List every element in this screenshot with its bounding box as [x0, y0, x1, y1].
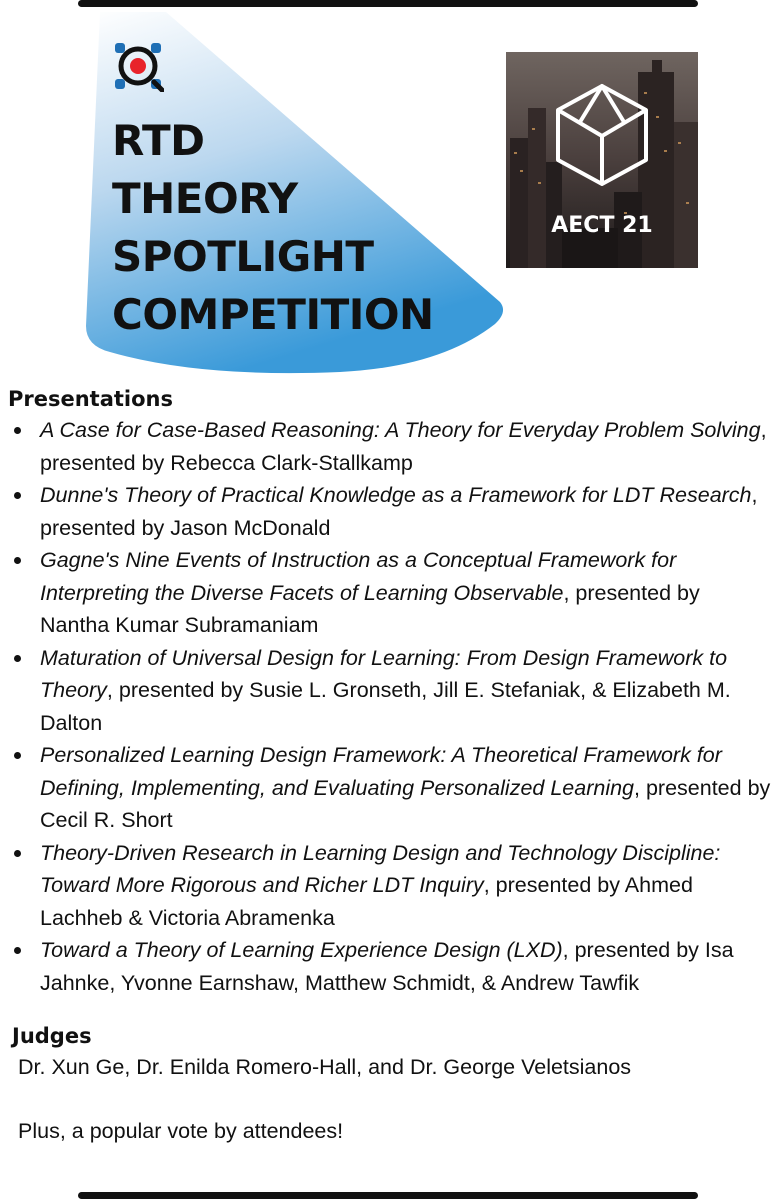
list-item — [0, 544, 776, 642]
top-rule — [78, 0, 698, 7]
title-line-3: SPOTLIGHT — [112, 232, 374, 281]
main-content — [0, 384, 776, 1147]
presenters: , presented by Jason McDonald — [40, 483, 758, 540]
presentation-title: Personalized Learning Design Framework: A Theoretical Framework for Defining, Implementing, and Evaluating Personalized Learning — [40, 743, 722, 800]
title-line-1: RTD — [112, 116, 205, 165]
list-item — [0, 414, 776, 479]
judges-heading: Judges — [12, 1024, 92, 1048]
bottom-rule — [78, 1192, 698, 1199]
presenters: , presented by Susie L. Gronseth, Jill E. Stefaniak, & Elizabeth M. Dalton — [40, 678, 731, 735]
presenters: , presented by Ahmed Lachheb & Victoria Abramenka — [40, 873, 693, 930]
list-item — [0, 739, 776, 837]
list-item — [0, 642, 776, 740]
presentation-title: Theory-Driven Research in Learning Design and Technology Discipline: Toward More Rigorous and Richer LDT Inquiry — [40, 840, 721, 897]
popular-vote-note: Plus, a popular vote by attendees! — [18, 1119, 344, 1143]
presentation-title: Toward a Theory of Learning Experience Design (LXD) — [40, 938, 563, 962]
presenters: , presented by Isa Jahnke, Yvonne Earnshaw, Matthew Schmidt, & Andrew Tawfik — [40, 938, 734, 995]
presentation-title: Dunne's Theory of Practical Knowledge as a Framework for LDT Research — [40, 483, 752, 507]
presentations-heading: Presentations — [8, 387, 174, 411]
title-line-4: COMPETITION — [112, 290, 434, 339]
presenters: , presented by Rebecca Clark-Stallkamp — [40, 418, 767, 475]
presentation-title: Maturation of Universal Design for Learning: From Design Framework to Theory — [40, 645, 728, 702]
list-item — [0, 934, 776, 999]
presenters: , presented by Cecil R. Short — [40, 775, 771, 832]
event-badge-label: AECT 21 — [551, 213, 653, 238]
list-item — [0, 837, 776, 935]
competition-title — [112, 112, 434, 344]
aect-event-image — [506, 52, 698, 268]
presentations-list — [0, 414, 776, 999]
presentation-title: Gagne's Nine Events of Instruction as a Conceptual Framework for Interpreting the Diverse Facets of Learning Observable — [40, 548, 677, 605]
presentation-title: A Case for Case-Based Reasoning: A Theory for Everyday Problem Solving — [40, 418, 761, 442]
rtd-logo-icon — [112, 40, 164, 92]
judges-names: Dr. Xun Ge, Dr. Enilda Romero-Hall, and Dr. George Veletsianos — [18, 1055, 632, 1079]
title-line-2: THEORY — [112, 174, 298, 223]
presenters: , presented by Nantha Kumar Subramaniam — [40, 580, 700, 637]
list-item — [0, 479, 776, 544]
